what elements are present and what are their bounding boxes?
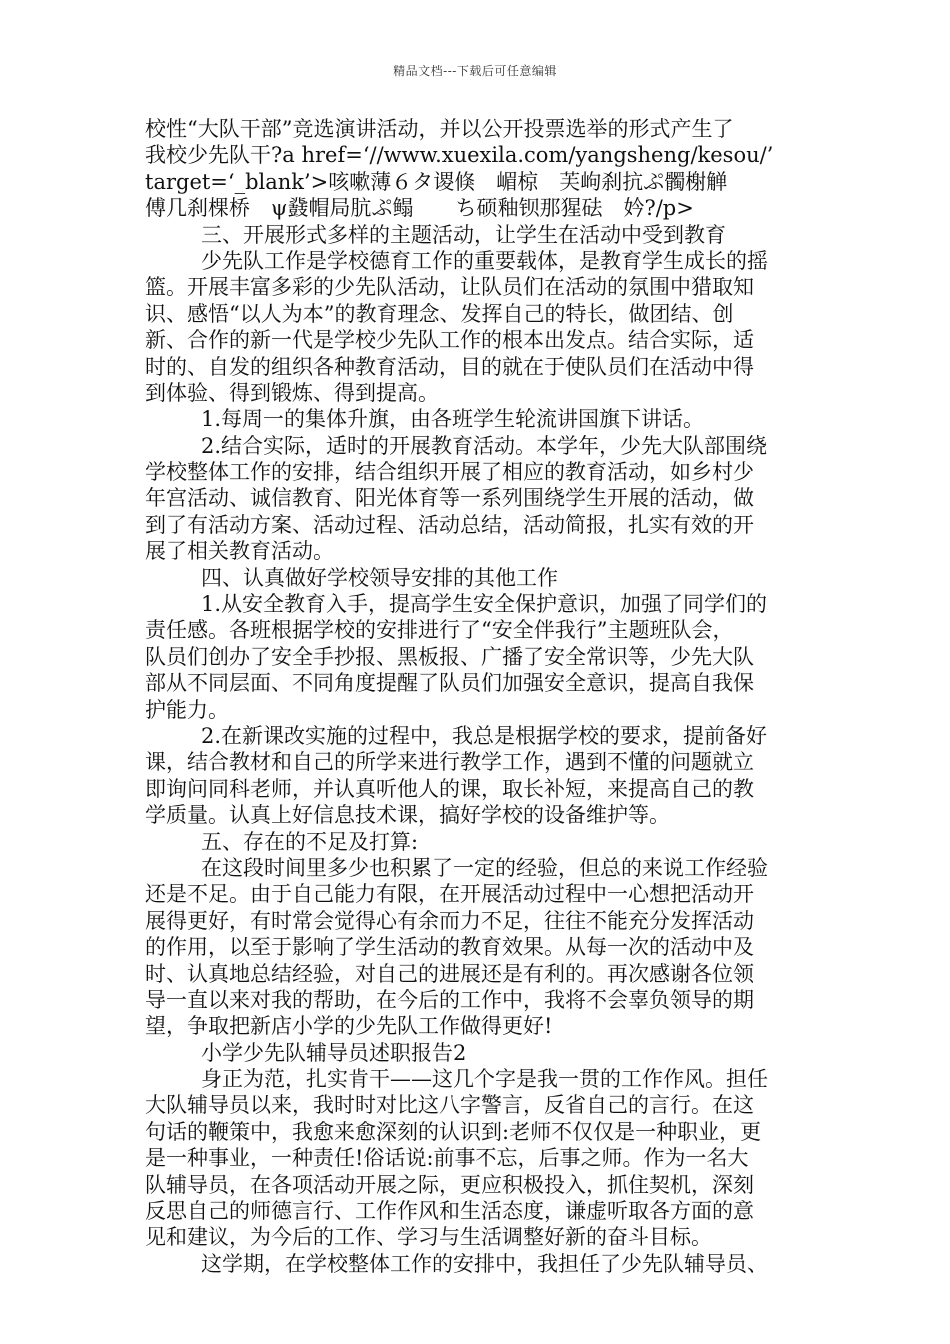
text-line: 队辅导员，在各项活动开展之际，更应积极投入，抓住契机，深刻	[145, 1172, 754, 1197]
text-line: 反思自己的师德言行、工作作风和生活态度，谦虚听取各方面的意	[145, 1199, 754, 1224]
text-line: 责任感。各班根据学校的安排进行了“安全伴我行”主题班队会，	[145, 618, 734, 643]
text-line: 展得更好，有时常会觉得心有余而力不足，往往不能充分发挥活动	[145, 908, 754, 933]
text-line: target=‘_blank’>咳嗽薄６タ谡倏 嵋椋 芙岣刹抗ぷ髑榭觯	[145, 169, 728, 194]
text-line: 篮。开展丰富多彩的少先队活动，让队员们在活动的氛围中猎取知	[145, 275, 754, 300]
text-line: 校性“大队干部”竞选演讲活动，并以公开投票选举的形式产生了	[145, 117, 734, 141]
text-line: 学校整体工作的安排，结合组织开展了相应的教育活动，如乡村少	[145, 460, 754, 485]
text-line: 大队辅导员以来，我时时对比这八字警言，反省自己的言行。在这	[145, 1093, 754, 1118]
text-line: 新、合作的新一代是学校少先队工作的根本出发点。结合实际，适	[145, 328, 754, 353]
text-line: 小学少先队辅导员述职报告2	[201, 1040, 467, 1065]
text-line: 部从不同层面、不同角度提醒了队员们加强安全意识，提高自我保	[145, 671, 754, 696]
text-line: 我校少先队干?a href=‘//www.xuexila.com/yangsheng/kesou/’	[145, 143, 774, 168]
text-line: 年宫活动、诚信教育、阳光体育等一系列围绕学生开展的活动，做	[145, 486, 754, 511]
text-line: 句话的鞭策中，我愈来愈深刻的认识到:老师不仅仅是一种职业，更	[145, 1119, 762, 1144]
text-line: 是一种事业，一种责任!俗话说:前事不忘，后事之师。作为一名大	[145, 1146, 749, 1171]
text-line: 五、存在的不足及打算:	[201, 829, 419, 854]
text-line: 在这段时间里多少也积累了一定的经验，但总的来说工作经验	[201, 855, 768, 880]
text-line: 2.在新课改实施的过程中，我总是根据学校的要求，提前备好	[201, 723, 768, 748]
text-line: 见和建议，为今后的工作、学习与生活调整好新的奋斗目标。	[145, 1225, 712, 1250]
text-line: 即询问同科老师，并认真听他人的课，取长补短，来提高自己的教	[145, 776, 754, 801]
text-line: 时、认真地总结经验，对自己的进展还是有利的。再次感谢各位领	[145, 961, 754, 986]
page-header: 精品文档---下载后可任意编辑	[393, 64, 557, 78]
text-line: 这学期，在学校整体工作的安排中，我担任了少先队辅导员、	[201, 1251, 768, 1276]
text-line: 学质量。认真上好信息技术课，搞好学校的设备维护等。	[145, 803, 670, 828]
text-line: 四、认真做好学校领导安排的其他工作	[201, 565, 558, 590]
text-line: 展了相关教育活动。	[145, 539, 334, 564]
text-line: 望，争取把新店小学的少先队工作做得更好!	[145, 1014, 553, 1039]
text-line: 1.每周一的集体升旗，由各班学生轮流讲国旗下讲话。	[201, 407, 705, 432]
text-line: 队员们创办了安全手抄报、黑板报、广播了安全常识等，少先大队	[145, 644, 754, 669]
text-line: 身正为范，扎实肯干——这几个字是我一贯的工作作风。担任	[201, 1067, 768, 1092]
text-line: 的作用，以至于影响了学生活动的教育效果。从每一次的活动中及	[145, 935, 754, 960]
document-body	[145, 116, 810, 1277]
text-line: 识、感悟“以人为本”的教育理念、发挥自己的特长，做团结、创	[145, 301, 734, 326]
text-line: 时的、自发的组织各种教育活动，目的就在于使队员们在活动中得	[145, 354, 754, 379]
text-line: 还是不足。由于自己能力有限，在开展活动过程中一心想把活动开	[145, 882, 754, 907]
text-line: 到体验、得到锻炼、得到提高。	[145, 380, 439, 405]
text-line: 课，结合教材和自己的所学来进行教学工作，遇到不懂的问题就立	[145, 750, 754, 775]
text-line: 护能力。	[145, 697, 229, 722]
text-line: 少先队工作是学校德育工作的重要载体，是教育学生成长的摇	[201, 248, 768, 273]
text-line: 2.结合实际，适时的开展教育活动。本学年，少先大队部围绕	[201, 433, 768, 458]
text-line: 导一直以来对我的帮助，在今后的工作中，我将不会辜负领导的期	[145, 987, 754, 1012]
text-line: 到了有活动方案、活动过程、活动总结，活动简报，扎实有效的开	[145, 512, 754, 537]
text-line: 三、开展形式多样的主题活动，让学生在活动中受到教育	[201, 222, 726, 247]
text-line: 1.从安全教育入手，提高学生安全保护意识，加强了同学们的	[201, 592, 768, 617]
text-line: 傅几刹棵桥 ψ鼗帽局肮ぷ鳎 ち硕釉钡那猩砝 妗?/p>	[145, 196, 694, 221]
